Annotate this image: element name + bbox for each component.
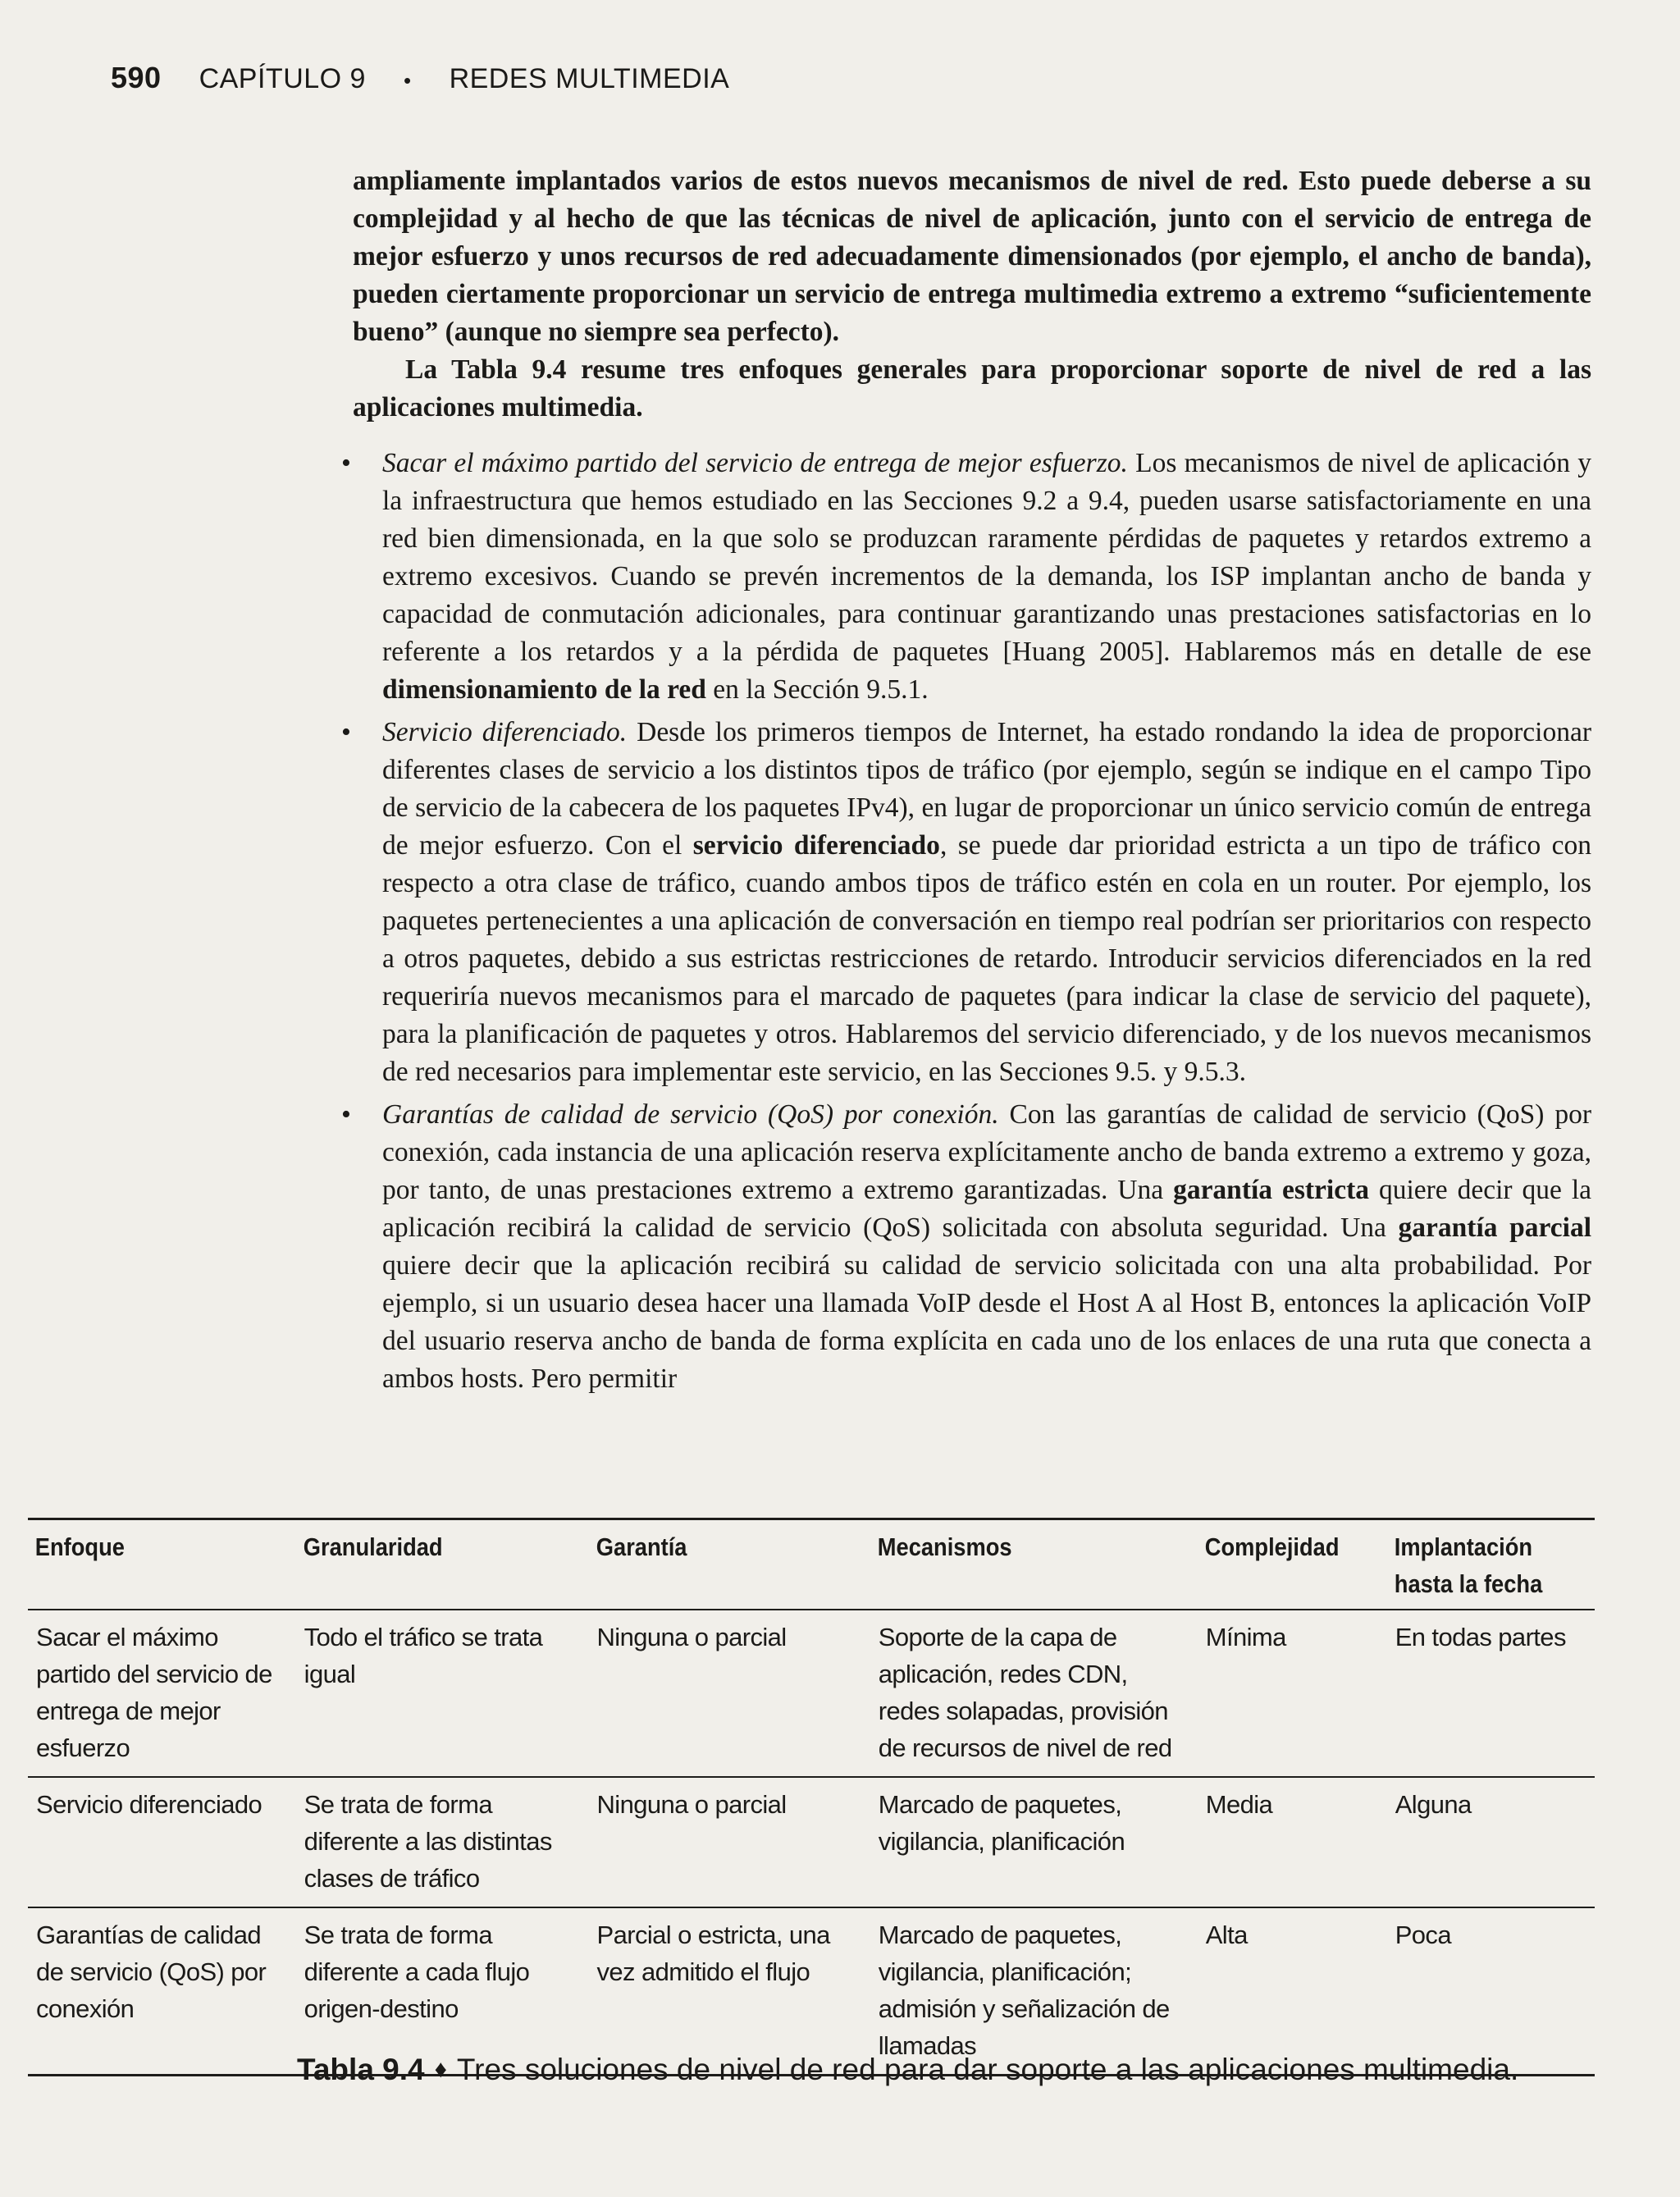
bullet-text: en la Sección 9.5.1. [705, 674, 929, 705]
bullet-text: Los mecanismos de nivel de aplicación y la infraestructura que hemos estudiado en las Secciones 9.2 a 9.4, pueden usarse satisfactoriamente en una red bien dimensionada, en la que solo se produzcan raramente pérdidas de paquetes y retardos extremo a extremo excesivos. Cuando se prevén incrementos de la demanda, los ISP implantan ancho de banda y capacidad de conmutación adicionales, para continuar garantizando unas prestaciones satisfactorias en lo referente a los retardos y a la pérdida de paquetes [Huang 2005]. Hablaremos más en detalle de ese [382, 448, 1591, 667]
cell-enfoque: Servicio diferenciado [28, 1777, 296, 1907]
table-header-row [28, 1519, 1595, 1610]
bold-term: dimensionamiento de la red [382, 674, 706, 705]
caption-label: Tabla 9.4 [297, 2053, 425, 2086]
bold-term: garantía parcial [1398, 1213, 1592, 1243]
cell-garantia: Parcial o estricta, una vez admitido el flujo [589, 1907, 870, 2076]
cell-implantacion: Poca [1387, 1907, 1595, 2076]
cell-mecanismos: Marcado de paquetes, vigilancia, planificación; admisión y señalización de llamadas [870, 1907, 1198, 2076]
diamond-icon: ♦ [434, 2056, 447, 2083]
cell-complejidad: Media [1198, 1777, 1387, 1907]
page-number: 590 [111, 61, 162, 94]
list-item-qos [353, 1096, 1591, 1398]
cell-granularidad: Todo el tráfico se trata igual [296, 1610, 589, 1777]
bold-term: servicio diferenciado [692, 830, 940, 861]
comparison-table [28, 1518, 1595, 2076]
bold-term: garantía estricta [1173, 1175, 1369, 1205]
cell-enfoque: Garantías de calidad de servicio (QoS) por conexión [28, 1907, 296, 2076]
cell-implantacion: En todas partes [1387, 1610, 1595, 1777]
header-granularidad: Granularidad [296, 1519, 554, 1610]
body-text [353, 162, 1591, 1403]
bullet-title: Sacar el máximo partido del servicio de entrega de mejor esfuerzo. [382, 448, 1128, 478]
header-complejidad: Complejidad [1198, 1519, 1364, 1610]
bullet-text: Desde los primeros tiempos de Internet, ha estado rondando la idea de proporcionar diferentes clases de servicio a los distintos tipos de tráfico (por ejemplo, según se indique en el campo Tipo de servicio de la cabecera de los paquetes IPv4), en lugar de proporcionar un único servicio común de entrega de mejor esfuerzo. Con el [382, 717, 1591, 861]
bullet-text: quiere decir que la aplicación recibirá su calidad de servicio solicitada con una alta probabilidad. Por ejemplo, si un usuario desea hacer una llamada VoIP desde el Host A al Host B, entonces la aplicación VoIP del usuario reserva ancho de banda de forma explícita en cada uno de los enlaces de una ruta que conecta a ambos hosts. Pero permitir [382, 1250, 1591, 1394]
bullet-text: Con las garantías de calidad de servicio (QoS) por conexión, cada instancia de una aplicación reserva explícitamente ancho de banda extremo a extremo y goza, por tanto, de unas prestaciones extremo a extremo garantizadas. Una [382, 1099, 1591, 1205]
cell-enfoque: Sacar el máximo partido del servicio de entrega de mejor esfuerzo [28, 1610, 296, 1777]
cell-garantia: Ninguna o parcial [589, 1777, 870, 1907]
bullet-title: Garantías de calidad de servicio (QoS) por conexión. [382, 1099, 999, 1130]
cell-complejidad: Mínima [1198, 1610, 1387, 1777]
table-row [28, 1610, 1595, 1777]
approaches-list [353, 445, 1591, 1398]
cell-granularidad: Se trata de forma diferente a cada flujo origen-destino [296, 1907, 589, 2076]
header-separator: • [403, 68, 412, 93]
cell-mecanismos: Marcado de paquetes, vigilancia, planificación [870, 1777, 1198, 1907]
chapter-title: REDES MULTIMEDIA [449, 63, 730, 94]
bullet-text: , se puede dar prioridad estricta a un tipo de tráfico con respecto a otra clase de tráfico, cuando ambos tipos de tráfico estén en cola en un router. Por ejemplo, los paquetes pertenecientes a una aplicación de conversación en tiempo real podrían ser prioritarios con respecto a otros paquetes, debido a sus estrictas restricciones de retardo. Introducir servicios diferenciados en la red requeriría nuevos mecanismos para el marcado de paquetes (para indicar la clase de servicio del paquete), para la planificación de paquetes y otros. Hablaremos del servicio diferenciado, y de los nuevos mecanismos de red necesarios para implementar este servicio, en las Secciones 9.5. y 9.5.3. [382, 830, 1592, 1087]
cell-garantia: Ninguna o parcial [589, 1610, 870, 1777]
table-row [28, 1907, 1595, 2076]
lead-paragraph: ampliamente implantados varios de estos nuevos mecanismos de nivel de red. Esto puede deberse a su complejidad y al hecho de que las técnicas de nivel de aplicación, junto con el servicio de entrega de mejor esfuerzo y unos recursos de red adecuadamente dimensionados (por ejemplo, el ancho de banda), pueden ciertamente proporcionar un servicio de entrega multimedia extremo a extremo “suficientemente bueno” (aunque no siempre sea perfecto). [353, 166, 1591, 347]
header-garantia: Garantía [589, 1519, 837, 1610]
running-head [111, 61, 729, 95]
table-row [28, 1777, 1595, 1907]
table-9-4 [28, 1518, 1595, 2076]
list-item-diffserv [353, 714, 1591, 1091]
intro-paragraph: La Tabla 9.4 resume tres enfoques generales para proporcionar soporte de nivel de red a las aplicaciones multimedia. [353, 354, 1591, 422]
caption-text: Tres soluciones de nivel de red para dar soporte a las aplicaciones multimedia. [456, 2053, 1519, 2086]
cell-implantacion: Alguna [1387, 1777, 1595, 1907]
header-mecanismos: Mecanismos [870, 1519, 1158, 1610]
table-caption [297, 2051, 1527, 2089]
cell-complejidad: Alta [1198, 1907, 1387, 2076]
cell-granularidad: Se trata de forma diferente a las distintas clases de tráfico [296, 1777, 589, 1907]
chapter-label: CAPÍTULO 9 [199, 63, 366, 94]
bullet-text: quiere decir que la aplicación recibirá la calidad de servicio (QoS) solicitada con absoluta seguridad. Una [382, 1175, 1591, 1243]
header-implantacion: Implantación hasta la fecha [1387, 1519, 1570, 1610]
header-enfoque: Enfoque [28, 1519, 263, 1610]
list-item-best-effort [353, 445, 1591, 709]
cell-mecanismos: Soporte de la capa de aplicación, redes CDN, redes solapadas, provisión de recursos de nivel de red [870, 1610, 1198, 1777]
bullet-title: Servicio diferenciado. [382, 717, 628, 747]
